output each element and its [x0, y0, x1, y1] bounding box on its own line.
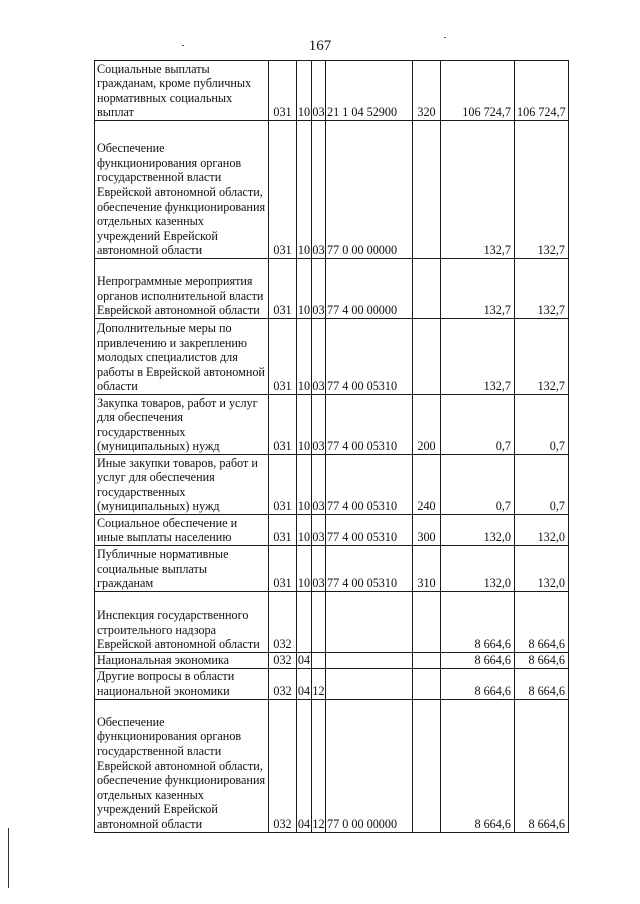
row-name: Социальные выплаты гражданам, кроме публичных нормативных социальных выплат	[95, 61, 269, 121]
section-code: 10	[297, 319, 312, 395]
admin-code: 032	[269, 668, 297, 699]
subsection-code: 03	[312, 319, 326, 395]
table-row	[95, 121, 569, 259]
admin-code: 031	[269, 121, 297, 259]
row-name: Национальная экономика	[95, 653, 269, 669]
expense-type-code	[413, 699, 441, 832]
section-code: 04	[297, 668, 312, 699]
target-article-code: 21 1 04 52900	[326, 61, 413, 121]
target-article-code: 77 4 00 05310	[326, 455, 413, 515]
sum-1: 106 724,7	[441, 61, 515, 121]
expense-type-code: 200	[413, 395, 441, 455]
expense-type-code	[413, 668, 441, 699]
sum-1: 132,0	[441, 515, 515, 546]
sum-2: 132,7	[515, 259, 569, 319]
target-article-code: 77 4 00 00000	[326, 259, 413, 319]
section-code: 10	[297, 455, 312, 515]
page-number: 167	[308, 38, 332, 54]
admin-code: 031	[269, 455, 297, 515]
admin-code: 031	[269, 395, 297, 455]
sum-1: 132,7	[441, 259, 515, 319]
subsection-code	[312, 592, 326, 653]
admin-code: 031	[269, 61, 297, 121]
sum-1: 8 664,6	[441, 592, 515, 653]
scan-margin-mark	[8, 828, 9, 888]
subsection-code: 03	[312, 395, 326, 455]
admin-code: 031	[269, 546, 297, 592]
expense-type-code	[413, 592, 441, 653]
subsection-code: 03	[312, 546, 326, 592]
admin-code: 032	[269, 653, 297, 669]
table-row	[95, 699, 569, 832]
section-code	[297, 592, 312, 653]
sum-1: 0,7	[441, 395, 515, 455]
expense-type-code: 300	[413, 515, 441, 546]
expense-type-code	[413, 121, 441, 259]
table-row	[95, 515, 569, 546]
row-name: Иные закупки товаров, работ и услуг для обеспечения государственных (муниципальных) нужд	[95, 455, 269, 515]
sum-2: 132,7	[515, 121, 569, 259]
sum-2: 106 724,7	[515, 61, 569, 121]
subsection-code: 03	[312, 121, 326, 259]
sum-2: 8 664,6	[515, 653, 569, 669]
section-code: 10	[297, 515, 312, 546]
sum-1: 8 664,6	[441, 699, 515, 832]
subsection-code: 12	[312, 668, 326, 699]
table-row	[95, 455, 569, 515]
admin-code: 031	[269, 259, 297, 319]
expense-type-code: 240	[413, 455, 441, 515]
table-row	[95, 395, 569, 455]
sum-2: 0,7	[515, 455, 569, 515]
sum-2: 0,7	[515, 395, 569, 455]
admin-code: 032	[269, 699, 297, 832]
sum-2: 132,0	[515, 515, 569, 546]
sum-1: 132,0	[441, 546, 515, 592]
scan-speck	[182, 45, 184, 46]
subsection-code: 03	[312, 515, 326, 546]
row-name: Другие вопросы в области национальной экономики	[95, 668, 269, 699]
expense-type-code: 320	[413, 61, 441, 121]
target-article-code	[326, 592, 413, 653]
scan-speck	[444, 37, 446, 38]
target-article-code: 77 4 00 05310	[326, 515, 413, 546]
sum-1: 8 664,6	[441, 653, 515, 669]
expense-type-code	[413, 259, 441, 319]
table-row	[95, 653, 569, 669]
subsection-code: 03	[312, 61, 326, 121]
row-name: Закупка товаров, работ и услуг для обеспечения государственных (муниципальных) нужд	[95, 395, 269, 455]
row-name: Обеспечение функционирования органов государственной власти Еврейской автономной области, обеспечение функционирования отдельных казенных учреждений Еврейской автономной области	[95, 121, 269, 259]
admin-code: 031	[269, 319, 297, 395]
row-name: Дополнительные меры по привлечению и закреплению молодых специалистов для работы в Еврейской автономной области	[95, 319, 269, 395]
admin-code: 031	[269, 515, 297, 546]
section-code: 10	[297, 61, 312, 121]
table-row	[95, 259, 569, 319]
section-code: 04	[297, 699, 312, 832]
section-code: 10	[297, 546, 312, 592]
subsection-code: 03	[312, 259, 326, 319]
row-name: Инспекция государственного строительного надзора Еврейской автономной области	[95, 592, 269, 653]
section-code: 10	[297, 395, 312, 455]
table-row	[95, 546, 569, 592]
admin-code: 032	[269, 592, 297, 653]
target-article-code	[326, 653, 413, 669]
target-article-code	[326, 668, 413, 699]
sum-1: 0,7	[441, 455, 515, 515]
table-row	[95, 668, 569, 699]
target-article-code: 77 4 00 05310	[326, 546, 413, 592]
budget-table	[94, 60, 569, 833]
sum-1: 132,7	[441, 319, 515, 395]
sum-2: 8 664,6	[515, 592, 569, 653]
table-row	[95, 319, 569, 395]
row-name: Публичные нормативные социальные выплаты гражданам	[95, 546, 269, 592]
expense-type-code: 310	[413, 546, 441, 592]
expense-type-code	[413, 319, 441, 395]
subsection-code: 12	[312, 699, 326, 832]
target-article-code: 77 4 00 05310	[326, 395, 413, 455]
section-code: 10	[297, 121, 312, 259]
sum-2: 8 664,6	[515, 699, 569, 832]
sum-2: 132,7	[515, 319, 569, 395]
row-name: Социальное обеспечение и иные выплаты населению	[95, 515, 269, 546]
subsection-code: 03	[312, 455, 326, 515]
table-row	[95, 61, 569, 121]
section-code: 04	[297, 653, 311, 667]
sum-2: 8 664,6	[515, 668, 569, 699]
subsection-code	[312, 653, 326, 669]
sum-1: 8 664,6	[441, 668, 515, 699]
sum-2: 132,0	[515, 546, 569, 592]
section-code: 10	[297, 259, 312, 319]
sum-1: 132,7	[441, 121, 515, 259]
target-article-code: 77 0 00 00000	[326, 121, 413, 259]
table-row	[95, 592, 569, 653]
target-article-code: 77 4 00 05310	[326, 319, 413, 395]
target-article-code: 77 0 00 00000	[326, 699, 413, 832]
row-name: Непрограммные мероприятия органов исполнительной власти Еврейской автономной области	[95, 259, 269, 319]
row-name: Обеспечение функционирования органов государственной власти Еврейской автономной области, обеспечение функционирования отдельных казенных учреждений Еврейской автономной области	[95, 699, 269, 832]
expense-type-code	[413, 653, 441, 669]
